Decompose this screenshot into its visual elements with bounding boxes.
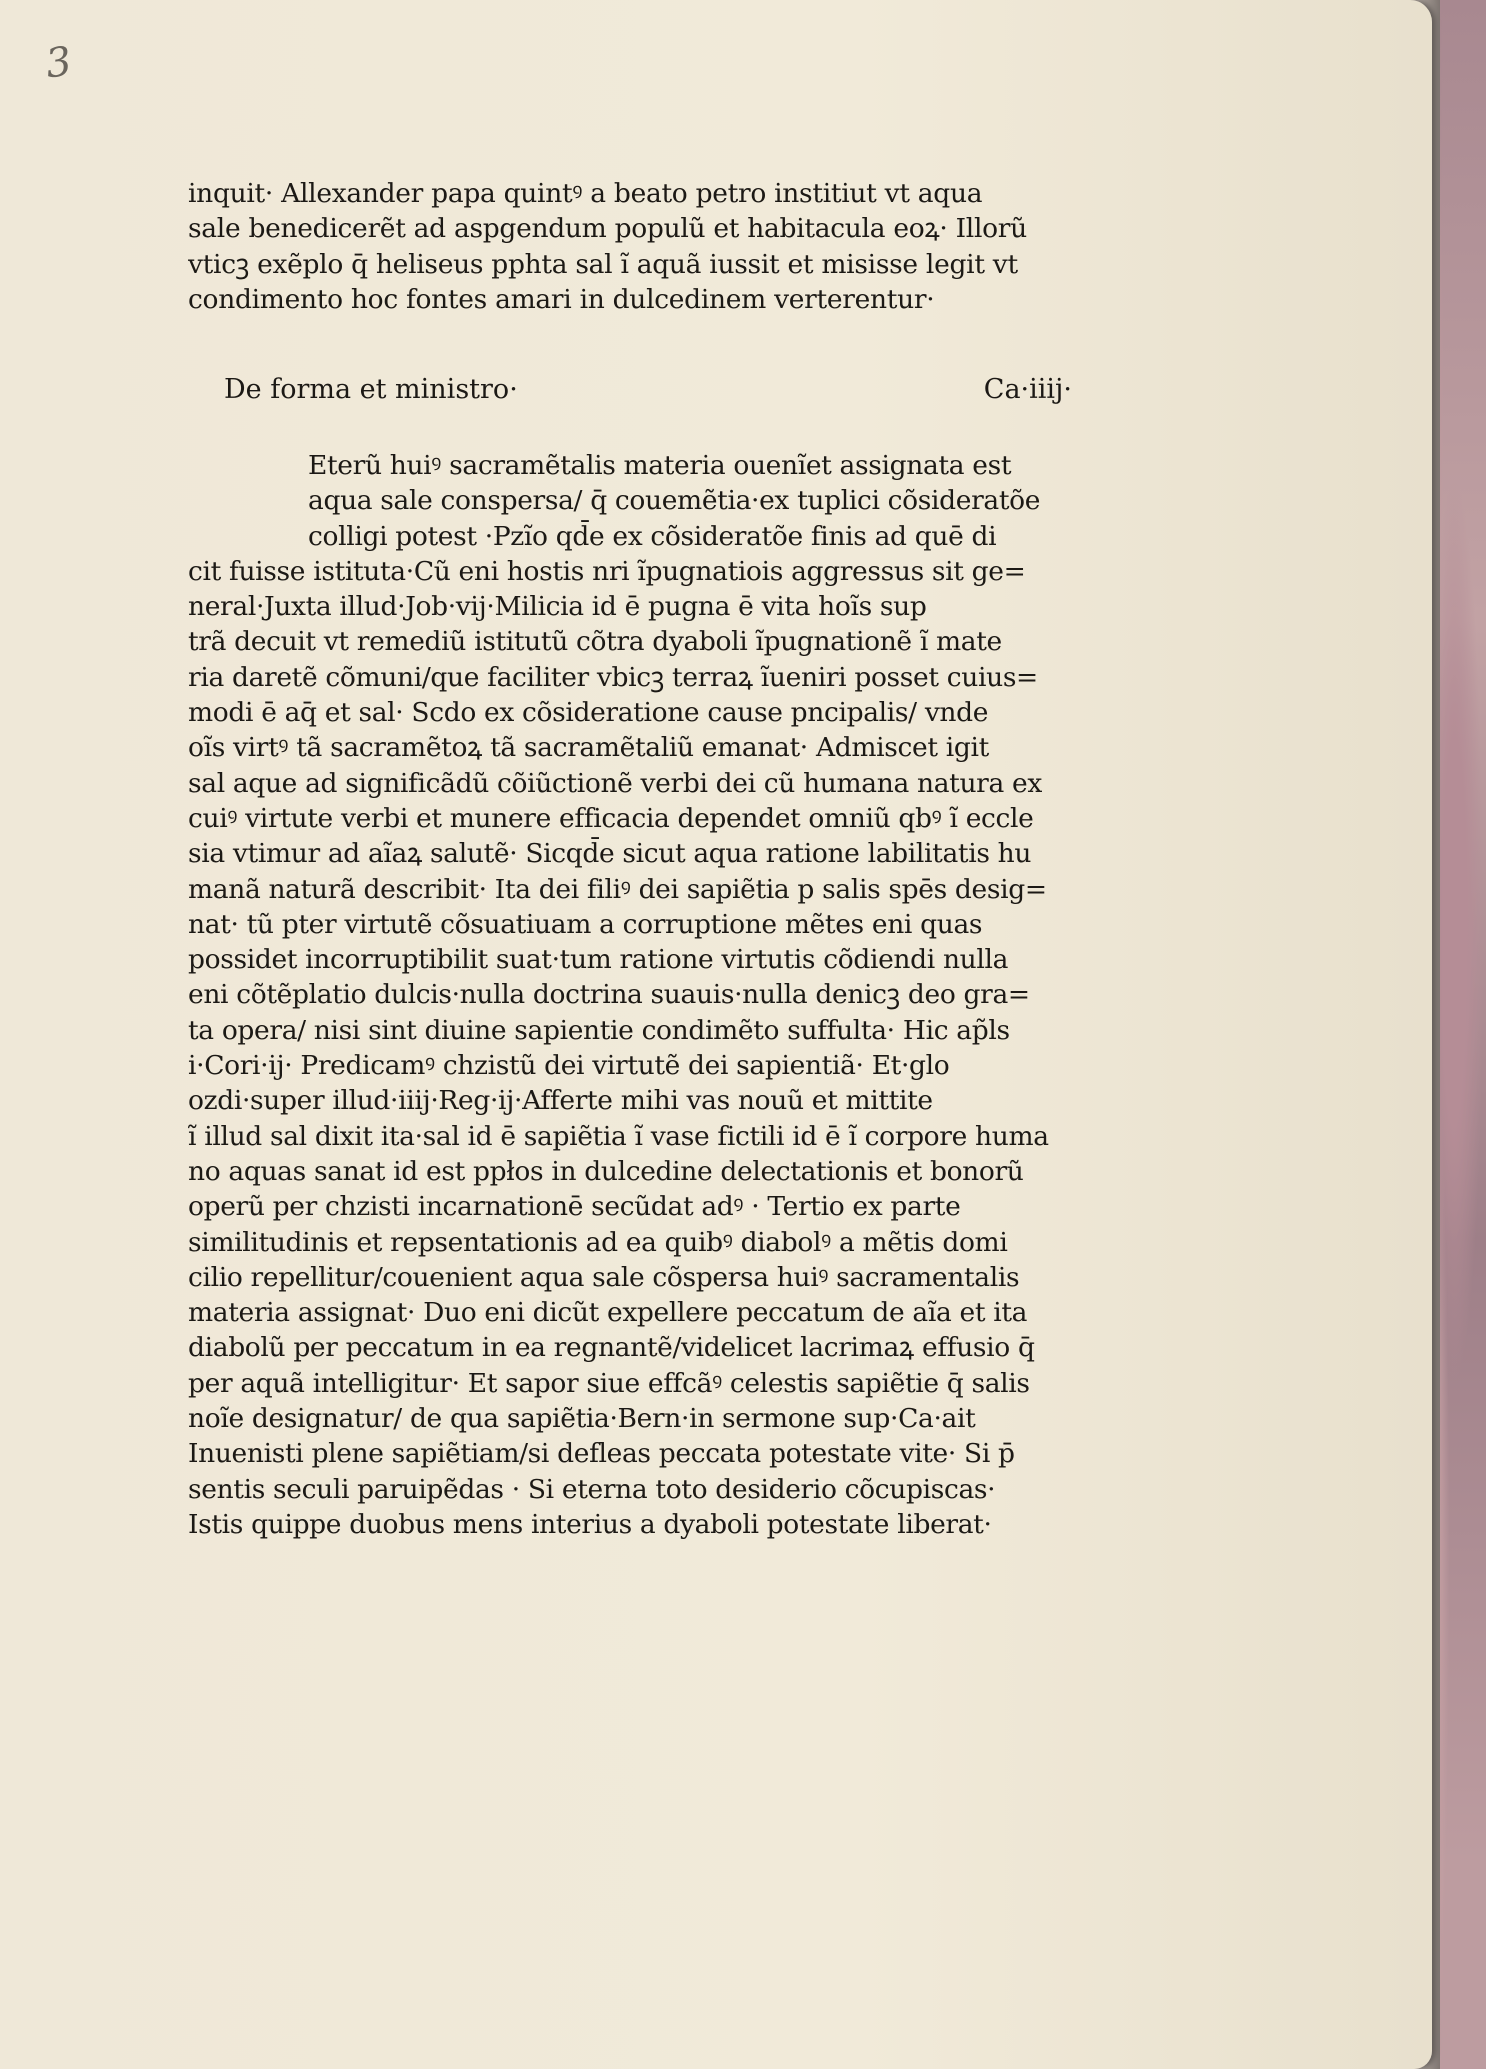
text-line: inquit· Allexander papa quintꝰ a beato petro institiut vt aqua (188, 178, 983, 209)
text-line: Istis quippe duobus mens interius a dyaboli potestate liberat· (188, 1508, 992, 1540)
chapter-heading (224, 374, 1072, 414)
margin-note: 3 (42, 38, 75, 88)
text-line: eni cõtẽplatio dulcis·nulla doctrina suauis·nulla denicꝫ deo gra= (188, 979, 1030, 1011)
text-line: sal aque ad significãdũ cõiũctionẽ verbi dei cũ humana natura ex (188, 767, 1042, 799)
text-line: sia vtimur ad aĩaꝝ salutẽ· Sicqd̄e sicut aqua ratione labilitatis hu (188, 838, 1032, 870)
text-line: similitudinis et repsentationis ad ea quibꝰ diabolꝰ a mẽtis domi (188, 1226, 1008, 1258)
text-line: vticꝫ exẽplo q̄ heliseus pphta sal ĩ aquã iussit et misisse legit vt (188, 248, 1018, 280)
text-line: aqua sale conspersa/ q̄ couemẽtia·ex tuplici cõsideratõe (308, 485, 1041, 517)
text-line: ĩ illud sal dixit ita·sal id ē sapiẽtia ĩ vase fictili id ē ĩ corpore huma (188, 1120, 1049, 1152)
text-line: condimento hoc fontes amari in dulcedinem verterentur· (188, 283, 935, 315)
text-line: cit fuisse istituta·Cũ eni hostis nri ĩpugnatiois aggressus sit ge= (188, 555, 1026, 587)
chapter-body (188, 448, 1068, 1542)
text-line: i·Cori·ij· Predicamꝰ chzistũ dei virtutẽ dei sapientiã· Et·glo (188, 1050, 950, 1082)
text-line: Inuenisti plene sapiẽtiam/si defleas peccata potestate vite· Si p̄ (188, 1438, 1015, 1470)
text-line: colligi potest ·Pzĩo qd̄e ex cõsideratõe finis ad quē di (308, 520, 997, 552)
text-line: manã naturã describit· Ita dei filiꝰ dei sapiẽtia p salis spēs desig= (188, 873, 1047, 905)
text-line: trã decuit vt remediũ istitutũ cõtra dyaboli ĩpugnationẽ ĩ mate (188, 626, 1002, 658)
text-line: ta opera/ nisi sint diuine sapientie condimẽto suffulta· Hic ap̃ls (188, 1014, 1010, 1046)
text-line: Eterũ huiꝰ sacramẽtalis materia ouenĩet assignata est (308, 450, 1012, 481)
text-line: no aquas sanat id est ppłos in dulcedine delectationis et bonorũ (188, 1155, 1024, 1187)
text-line: sentis seculi paruipẽdas · Si eterna toto desiderio cõcupiscas· (188, 1473, 996, 1505)
text-line: noĩe designatur/ de qua sapiẽtia·Bern·in sermone sup·Ca·ait (188, 1403, 976, 1435)
text-line: oĩs virtꝰ tã sacramẽtoꝝ tã sacramẽtaliũ emanat· Admiscet igit (188, 732, 989, 764)
text-line: diabolũ per peccatum in ea regnantẽ/videlicet lacrimaꝝ effusio q̄ (188, 1332, 1035, 1364)
chapter-title: De forma et ministro· (224, 374, 518, 405)
text-line: sale benedicerẽt ad aspgendum populũ et habitacula eoꝝ· Illorũ (188, 213, 1027, 245)
text-line: nat· tũ pter virtutẽ cõsuatiuam a corruptione mẽtes eni quas (188, 908, 983, 940)
text-line: modi ē aq̄ et sal· Scdo ex cõsideratione cause pncipalis/ vnde (188, 697, 989, 729)
opening-paragraph (188, 176, 1068, 317)
text-line: cilio repellitur/couenient aqua sale cõspersa huiꝰ sacramentalis (188, 1261, 1020, 1293)
text-line: neral·Juxta illud·Job·vij·Milicia id ē pugna ē vita hoĩs sup (188, 591, 927, 623)
text-line: possidet incorruptibilit suat·tum ratione virtutis cõdiendi nulla (188, 944, 1009, 976)
text-line: ozdi·super illud·iiij·Reg·ij·Afferte mihi vas nouũ et mittite (188, 1085, 933, 1117)
text-line: cuiꝰ virtute verbi et munere efficacia dependet omniũ qbꝰ ĩ eccle (188, 802, 1034, 834)
text-line: ria daretẽ cõmuni/que faciliter vbicꝫ terraꝝ ĩueniri posset cuius= (188, 661, 1038, 693)
text-line: materia assignat· Duo eni dicũt expellere peccatum de aĩa et ita (188, 1297, 1028, 1329)
text-line: per aquã intelligitur· Et sapor siue effcãꝰ celestis sapiẽtie q̄ salis (188, 1367, 1030, 1399)
chapter-number: Ca·iiij· (983, 374, 1072, 405)
text-line: operũ per chzisti incarnationē secũdat adꝰ · Tertio ex parte (188, 1191, 961, 1223)
